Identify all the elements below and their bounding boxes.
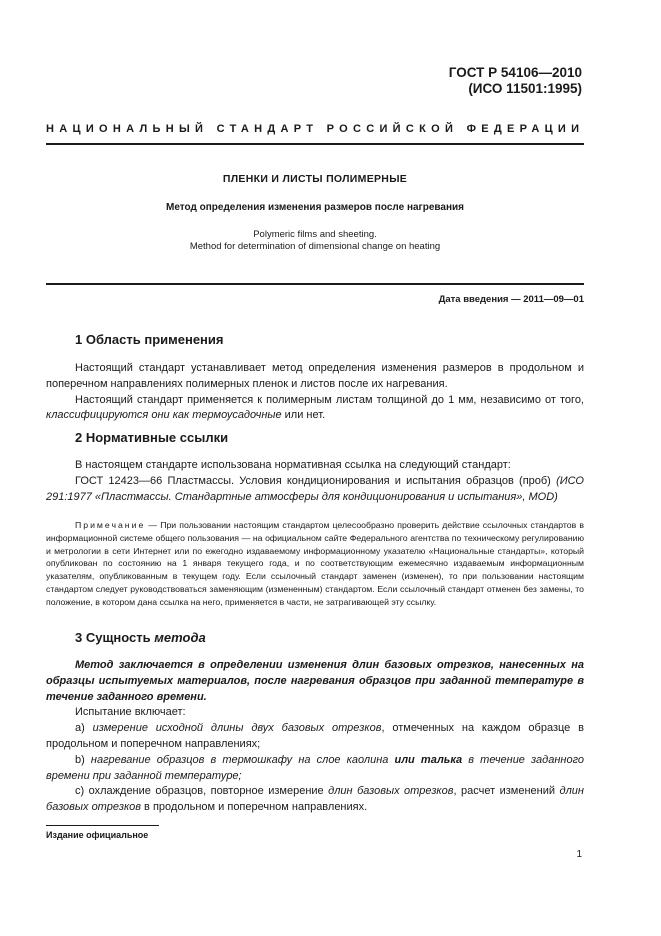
gost-number: ГОСТ Р 54106—2010 xyxy=(448,65,582,80)
document-subtitle: Метод определения изменения размеров после нагревания xyxy=(166,202,464,213)
italic-run: длин базовых отрезков xyxy=(328,785,454,798)
italic-run: в течение заданного времени при заданной температуре; xyxy=(46,753,585,782)
text-run: b) xyxy=(75,753,91,766)
text-run: 3 Сущность xyxy=(75,630,155,645)
english-title xyxy=(46,229,584,252)
section-3-item-a xyxy=(46,721,584,753)
text-run: , расчет изменений xyxy=(453,785,560,798)
section-1-heading: 1 Область применения xyxy=(75,332,224,347)
text-run: , отмеченных на каждом образце в продольном и поперечном направлениях; xyxy=(46,722,584,750)
bold-italic-run: или талька xyxy=(394,753,463,766)
section-3-body xyxy=(46,658,584,816)
section-3-paragraph-1 xyxy=(46,658,584,705)
italic-run: классифицируются они как термоусадочные xyxy=(46,409,282,422)
section-1-body xyxy=(46,361,584,424)
section-2-heading: 2 Нормативные ссылки xyxy=(75,430,229,445)
section-3-item-b xyxy=(46,753,584,785)
text-run: Настоящий стандарт применяется к полимерным листам толщиной до 1 мм, независимо от того, xyxy=(75,393,584,406)
italic-run: длин базовых отрезков xyxy=(46,785,584,814)
document-title: ПЛЕНКИ И ЛИСТЫ ПОЛИМЕРНЫЕ xyxy=(222,173,408,185)
date-introduced: Дата введения — 2011—09—01 xyxy=(438,294,584,305)
italic-run: метода xyxy=(154,630,206,645)
section-1-paragraph-2 xyxy=(46,393,584,425)
middle-rule xyxy=(46,283,584,285)
section-3-heading xyxy=(75,630,206,645)
national-standard-banner: НАЦИОНАЛЬНЫЙ СТАНДАРТ РОССИЙСКОЙ ФЕДЕРАЦИИ xyxy=(46,123,585,135)
text-run: в продольном и поперечном направлениях. xyxy=(141,801,368,814)
standard-designation xyxy=(449,65,582,97)
page-number: 1 xyxy=(576,849,582,860)
section-2-paragraph-1: В настоящем стандарте использована нормативная ссылка на следующий стандарт: xyxy=(75,459,511,471)
english-title-line2: Method for determination of dimensional change on heating xyxy=(189,240,441,252)
section-2-reference xyxy=(46,474,584,506)
note-text: — При пользовании настоящим стандартом целесообразно проверить действие ссылочных стандартов в информационной системе общего пользования — на официальном сайте Федерального агентства по техническому регулированию и метрологии в сети Интернет или по ежегодно издаваемому информационному указателю «Национальные стандарты», который опубликован по состоянию на 1 января текущего года, и по соответствующим ежемесячно издаваемым информационным указателям, опубликованным в текущем году. Если ссылочный стандарт заменен (изменен), то при пользовании настоящим стандартом следует руководствоваться заменяющим (измененным) стандартом. Если ссылочный стандарт отменен без замены, то положение, в котором дана ссылка на него, применяется в части, не затрагивающей эту ссылку. xyxy=(46,520,584,607)
italic-run: (ИСО 291:1977 «Пластмассы. Стандартные атмосферы для кондиционирования и испытания», MOD) xyxy=(46,474,584,503)
bold-italic-run: Метод заключается в определении изменения длин базовых отрезков, нанесенных на образцы испытуемых материалов, после нагревания образцов при заданной температуре в течение заданного времени. xyxy=(46,659,584,703)
section-3-item-c xyxy=(46,784,584,816)
section-2-note xyxy=(46,519,584,609)
text-run: ГОСТ 12423—66 Пластмассы. Условия кондиционирования и испытания образцов (проб) xyxy=(75,474,557,487)
section-2-body xyxy=(46,458,584,505)
text-run: с) охлаждение образцов, повторное измерение xyxy=(75,785,329,798)
note-paragraph xyxy=(46,519,584,609)
iso-number: (ИСО 11501:1995) xyxy=(468,81,582,96)
english-title-line1: Polymeric films and sheeting. xyxy=(253,229,377,240)
section-3-paragraph-2: Испытание включает: xyxy=(75,706,186,719)
section-1-paragraph-1: Настоящий стандарт устанавливает метод определения изменения размеров в продольном и поперечном направлениях полимерных пленок и листов после их нагревания. xyxy=(46,362,584,390)
italic-run: измерение исходной длины двух базовых отрезков xyxy=(92,722,382,735)
text-run: или нет. xyxy=(281,409,326,422)
note-label: Примечание xyxy=(75,520,146,530)
italic-run: нагревание образцов в термошкафу на слое каолина xyxy=(90,753,395,766)
footer-rule xyxy=(46,825,159,826)
official-edition-label: Издание официальное xyxy=(46,830,149,840)
text-run: а) xyxy=(75,722,93,735)
top-rule xyxy=(46,143,584,145)
